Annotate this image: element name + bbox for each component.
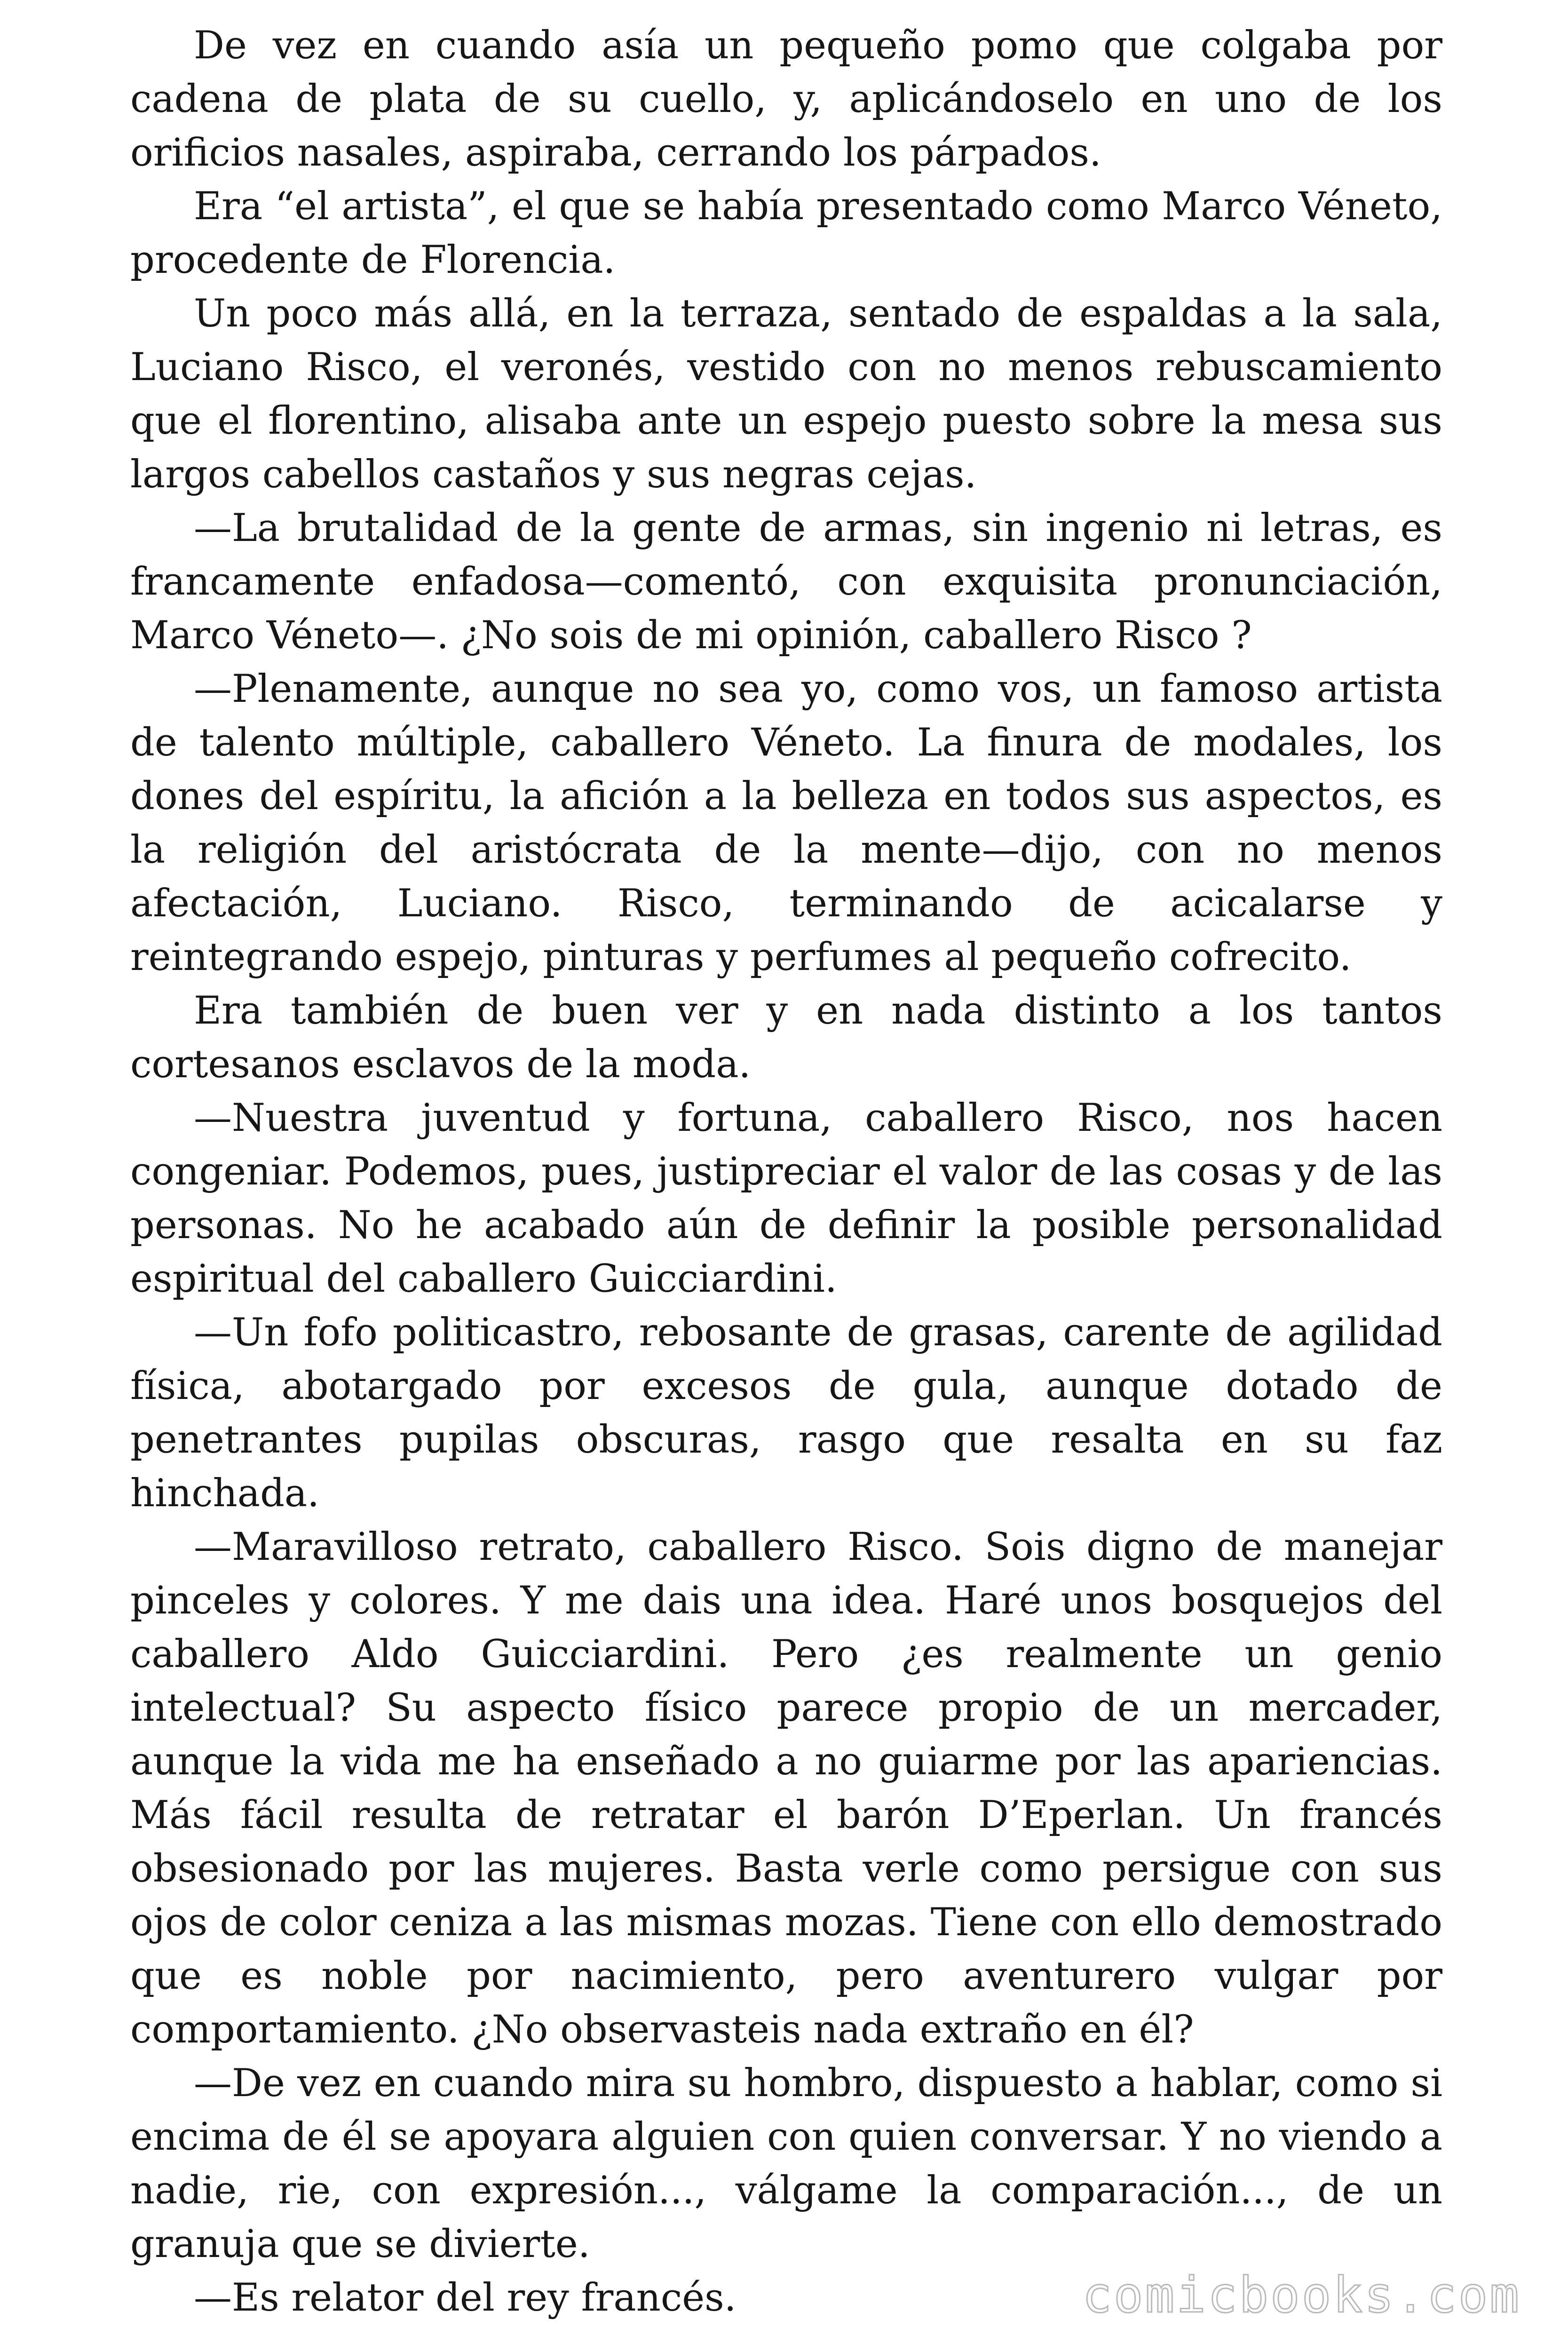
paragraph: Un poco más allá, en la terraza, sentado de espaldas a la sala, Luciano Risco, el veronés, vestido con no menos rebuscamiento que el florentino, alisaba ante un espejo puesto sobre la mesa sus largos cabellos castaños y sus negras cejas. [130,292,1442,497]
paragraph: —Plenamente, aunque no sea yo, como vos, un famoso artista de talento múltiple, caballero Véneto. La finura de modales, los dones del espíritu, la afición a la belleza en todos sus aspectos, es la religión del aristócrata de la mente—dijo, con no menos afectación, Luciano. Risco, terminando de acicalarse y reintegrando espejo, pinturas y perfumes al pequeño cofrecito. [130,667,1442,979]
paragraph: —La brutalidad de la gente de armas, sin ingenio ni letras, es francamente enfadosa—comentó, con exquisita pronunciación, Marco Véneto—. ¿No sois de mi opinión, caballero Risco ? [130,506,1442,658]
page-body [130,19,1442,2325]
paragraph: Era también de buen ver y en nada distinto a los tantos cortesanos esclavos de la moda. [130,989,1442,1087]
watermark: comicbooks.com [1082,2266,1521,2324]
paragraph: —De vez en cuando mira su hombro, dispuesto a hablar, como si encima de él se apoyara alguien con quien conversar. Y no viendo a nadie, rie, con expresión..., válgame la comparación..., de un granuja que se divierte. [130,2061,1442,2266]
paragraph: De vez en cuando asía un pequeño pomo que colgaba por cadena de plata de su cuello, y, aplicándoselo en uno de los orificios nasales, aspiraba, cerrando los párpados. [130,24,1442,175]
paragraph: —Es relator del rey francés. [194,2276,736,2320]
paragraph: —Un fofo politicastro, rebosante de grasas, carente de agilidad física, abotargado por excesos de gula, aunque dotado de penetrantes pupilas obscuras, rasgo que resalta en su faz hinchada. [130,1311,1442,1516]
paragraph: —Nuestra juventud y fortuna, caballero Risco, nos hacen congeniar. Podemos, pues, justipreciar el valor de las cosas y de las personas. No he acabado aún de definir la posible personalidad espiritual del caballero Guicciardini. [130,1096,1442,1301]
paragraph: Era “el artista”, el que se había presentado como Marco Véneto, procedente de Florencia. [130,184,1442,282]
paragraph: —Maravilloso retrato, caballero Risco. Sois digno de manejar pinceles y colores. Y me dais una idea. Haré unos bosquejos del caballero Aldo Guicciardini. Pero ¿es realmente un genio intelectual? Su aspecto físico parece propio de un mercader, aunque la vida me ha enseñado a no guiarme por las apariencias. Más fácil resulta de retratar el barón D’Eperlan. Un francés obsesionado por las mujeres. Basta verle como persigue con sus ojos de color ceniza a las mismas mozas. Tiene con ello demostrado que es noble por nacimiento, pero aventurero vulgar por comportamiento. ¿No observasteis nada extraño en él? [130,1525,1442,2052]
